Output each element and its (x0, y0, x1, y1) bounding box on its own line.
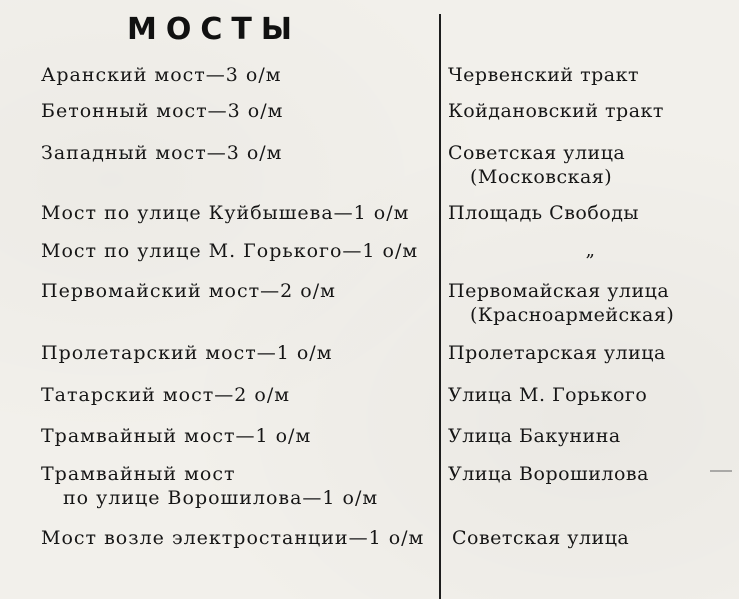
bridge-name (41, 279, 436, 303)
table-row (0, 141, 739, 197)
street-name (448, 63, 733, 87)
bridge-name (41, 341, 436, 365)
street-name-text: Улица М. Горького (448, 384, 648, 406)
street-name-alt: (Московская) (470, 166, 613, 188)
street-name-text: Улица Бакунина (448, 425, 621, 447)
page-title: МОСТЫ (127, 12, 301, 47)
bridge-name (41, 201, 436, 225)
street-name (452, 526, 737, 550)
bridge-name (41, 63, 436, 87)
street-name (448, 424, 733, 448)
bridge-name (41, 99, 436, 123)
bridge-name (41, 462, 436, 510)
street-name (448, 383, 733, 407)
street-name-text: Койдановский тракт (448, 100, 664, 122)
bridge-name-text: Бетонный мост—3 о/м (41, 100, 284, 122)
street-name (448, 341, 733, 365)
bridge-name (41, 239, 436, 263)
bridge-name (41, 383, 436, 407)
street-name-alt: (Красноармейская) (470, 304, 675, 326)
street-name-text: Советская улица (448, 142, 626, 164)
ditto-mark: „ (585, 240, 596, 261)
bridge-name-text: Мост по улице Куйбышева—1 о/м (41, 202, 410, 224)
bridge-name-text: Татарский мост—2 о/м (41, 384, 291, 406)
bridge-name-text: Мост по улице М. Горького—1 о/м (41, 240, 419, 262)
bridge-name-text: Трамвайный мост—1 о/м (41, 425, 312, 447)
bridge-name (41, 141, 436, 165)
street-name (448, 239, 733, 263)
bridge-name-text: Аранский мост—3 о/м (41, 64, 282, 86)
street-name (448, 462, 733, 486)
street-name-text: Площадь Свободы (448, 202, 640, 224)
table-row (0, 462, 739, 518)
table-row (0, 526, 739, 582)
street-name (448, 201, 733, 225)
street-name-text: Червенский тракт (448, 64, 639, 86)
street-name (448, 141, 733, 189)
bridge-name (41, 424, 436, 448)
street-name (448, 99, 733, 123)
table-row (0, 279, 739, 335)
bridge-name-text: Мост возле электростанции—1 о/м (41, 527, 425, 549)
street-name-text: Пролетарская улица (448, 342, 666, 364)
street-name-text: Советская улица (452, 527, 630, 549)
street-name-text: Улица Ворошилова (448, 463, 649, 485)
bridge-name-text: Трамвайный мост (41, 463, 236, 485)
bridge-name (41, 526, 436, 550)
bridge-name-continuation: по улице Ворошилова—1 о/м (63, 487, 379, 509)
bridge-name-text: Первомайский мост—2 о/м (41, 280, 336, 302)
bridge-name-text: Пролетарский мост—1 о/м (41, 342, 333, 364)
street-name (448, 279, 733, 327)
street-name-text: Первомайская улица (448, 280, 670, 302)
bridge-name-text: Западный мост—3 о/м (41, 142, 283, 164)
